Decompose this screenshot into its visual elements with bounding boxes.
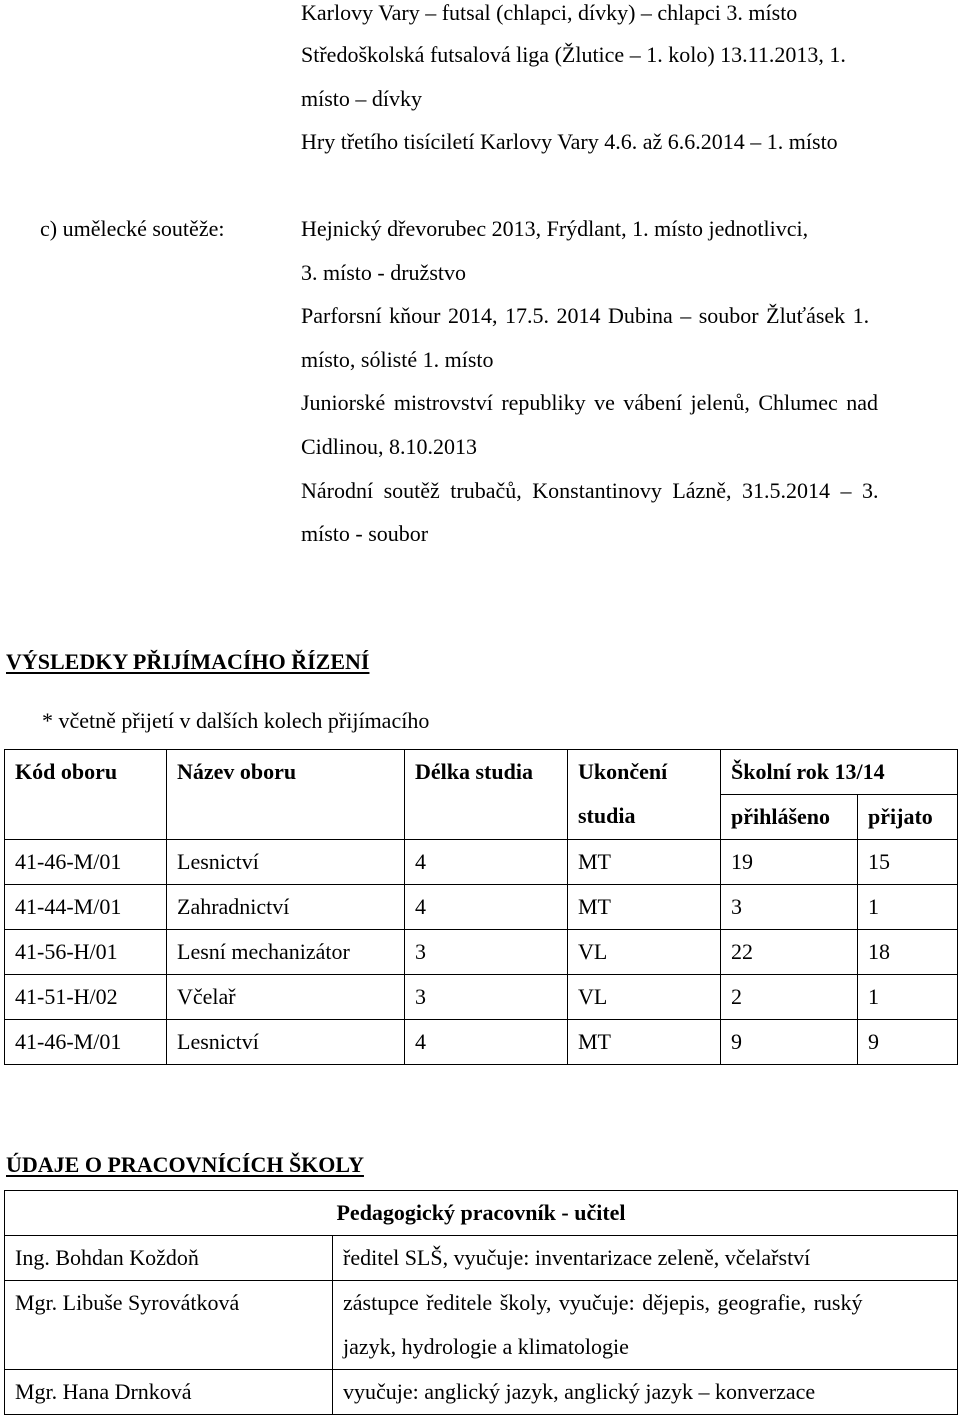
table-row [5, 840, 958, 885]
cell-name: Lesnictví [167, 840, 405, 885]
art-line: Cidlinou, 8.10.2013 [301, 434, 478, 459]
cell-admitted: 9 [858, 1020, 958, 1065]
header-completion-line1: Ukončení [578, 759, 668, 784]
header-applied: přihlášeno [721, 795, 858, 840]
admissions-header-row [5, 750, 958, 795]
cell-admitted: 1 [858, 885, 958, 930]
table-row [5, 975, 958, 1020]
header-completion [568, 750, 721, 840]
staff-title-row [5, 1191, 958, 1236]
intro-line [301, 42, 954, 68]
staff-role-line: zástupce ředitele školy, vyučuje: dějepis, geografie, ruský [343, 1290, 863, 1315]
staff-role [333, 1281, 958, 1370]
cell-length: 3 [405, 930, 568, 975]
staff-role: vyučuje: anglický jazyk, anglický jazyk – konverzace [333, 1370, 958, 1415]
art-line: 3. místo - družstvo [301, 260, 466, 285]
cell-length: 3 [405, 975, 568, 1020]
cell-code: 41-51-H/02 [5, 975, 167, 1020]
cell-applied: 19 [721, 840, 858, 885]
art-line: místo, sólisté 1. místo [301, 347, 494, 372]
staff-row [5, 1236, 958, 1281]
table-row [5, 885, 958, 930]
intro-line-text: Středoškolská futsalová liga (Žlutice – 1. kolo) 13.11.2013, 1. [301, 42, 846, 67]
cell-admitted: 18 [858, 930, 958, 975]
cell-length: 4 [405, 840, 568, 885]
cell-length: 4 [405, 1020, 568, 1065]
cell-completion: MT [568, 885, 721, 930]
cell-applied: 3 [721, 885, 858, 930]
cell-code: 41-46-M/01 [5, 840, 167, 885]
table-row [5, 930, 958, 975]
cell-code: 41-56-H/01 [5, 930, 167, 975]
cell-completion: MT [568, 840, 721, 885]
admissions-heading: VÝSLEDKY PŘIJÍMACÍHO ŘÍZENÍ [6, 649, 370, 674]
staff-role-line: jazyk, hydrologie a klimatologie [343, 1334, 629, 1359]
cell-completion: MT [568, 1020, 721, 1065]
header-length: Délka studia [405, 750, 568, 840]
header-completion-line2: studia [578, 803, 636, 828]
cell-name: Včelař [167, 975, 405, 1020]
cell-code: 41-44-M/01 [5, 885, 167, 930]
admissions-table [4, 749, 958, 1065]
staff-heading: ÚDAJE O PRACOVNÍCÍCH ŠKOLY [6, 1152, 364, 1177]
cell-name: Zahradnictví [167, 885, 405, 930]
art-line: Národní soutěž trubačů, Konstantinovy Lázně, 31.5.2014 – 3. [301, 478, 879, 503]
staff-name: Ing. Bohdan Koždoň [5, 1236, 333, 1281]
header-admitted: přijato [858, 795, 958, 840]
cell-admitted: 15 [858, 840, 958, 885]
staff-name: Mgr. Hana Drnková [5, 1370, 333, 1415]
staff-name: Mgr. Libuše Syrovátková [5, 1281, 333, 1370]
cell-length: 4 [405, 885, 568, 930]
cell-applied: 9 [721, 1020, 858, 1065]
art-line: Hejnický dřevorubec 2013, Frýdlant, 1. místo jednotlivci, [301, 216, 809, 241]
staff-row [5, 1370, 958, 1415]
cell-applied: 22 [721, 930, 858, 975]
staff-role: ředitel SLŠ, vyučuje: inventarizace zeleně, včelařství [333, 1236, 958, 1281]
cell-code: 41-46-M/01 [5, 1020, 167, 1065]
table-row [5, 1020, 958, 1065]
intro-line: Hry třetího tisíciletí Karlovy Vary 4.6. až 6.6.2014 – 1. místo [301, 129, 838, 154]
cell-name: Lesní mechanizátor [167, 930, 405, 975]
cell-admitted: 1 [858, 975, 958, 1020]
header-name: Název oboru [167, 750, 405, 840]
header-code: Kód oboru [5, 750, 167, 840]
admissions-note-text: * včetně přijetí v dalších kolech přijímacího [42, 708, 430, 733]
cell-completion: VL [568, 930, 721, 975]
intro-line: místo – dívky [301, 86, 423, 111]
staff-table-title: Pedagogický pracovník - učitel [5, 1191, 958, 1236]
header-school-year: Školní rok 13/14 [721, 750, 958, 795]
staff-table [4, 1190, 958, 1415]
intro-line: Karlovy Vary – futsal (chlapci, dívky) – chlapci 3. místo [301, 0, 798, 25]
staff-row [5, 1281, 958, 1370]
cell-name: Lesnictví [167, 1020, 405, 1065]
cell-completion: VL [568, 975, 721, 1020]
art-line: místo - soubor [301, 521, 429, 546]
admissions-note [42, 708, 429, 734]
art-line: Juniorské mistrovství republiky ve vábení jelenů, Chlumec nad [301, 390, 879, 415]
art-line: Parforsní kňour 2014, 17.5. 2014 Dubina – soubor Žluťásek 1. [301, 303, 870, 328]
cell-applied: 2 [721, 975, 858, 1020]
art-section-label: c) umělecké soutěže: [40, 216, 225, 241]
